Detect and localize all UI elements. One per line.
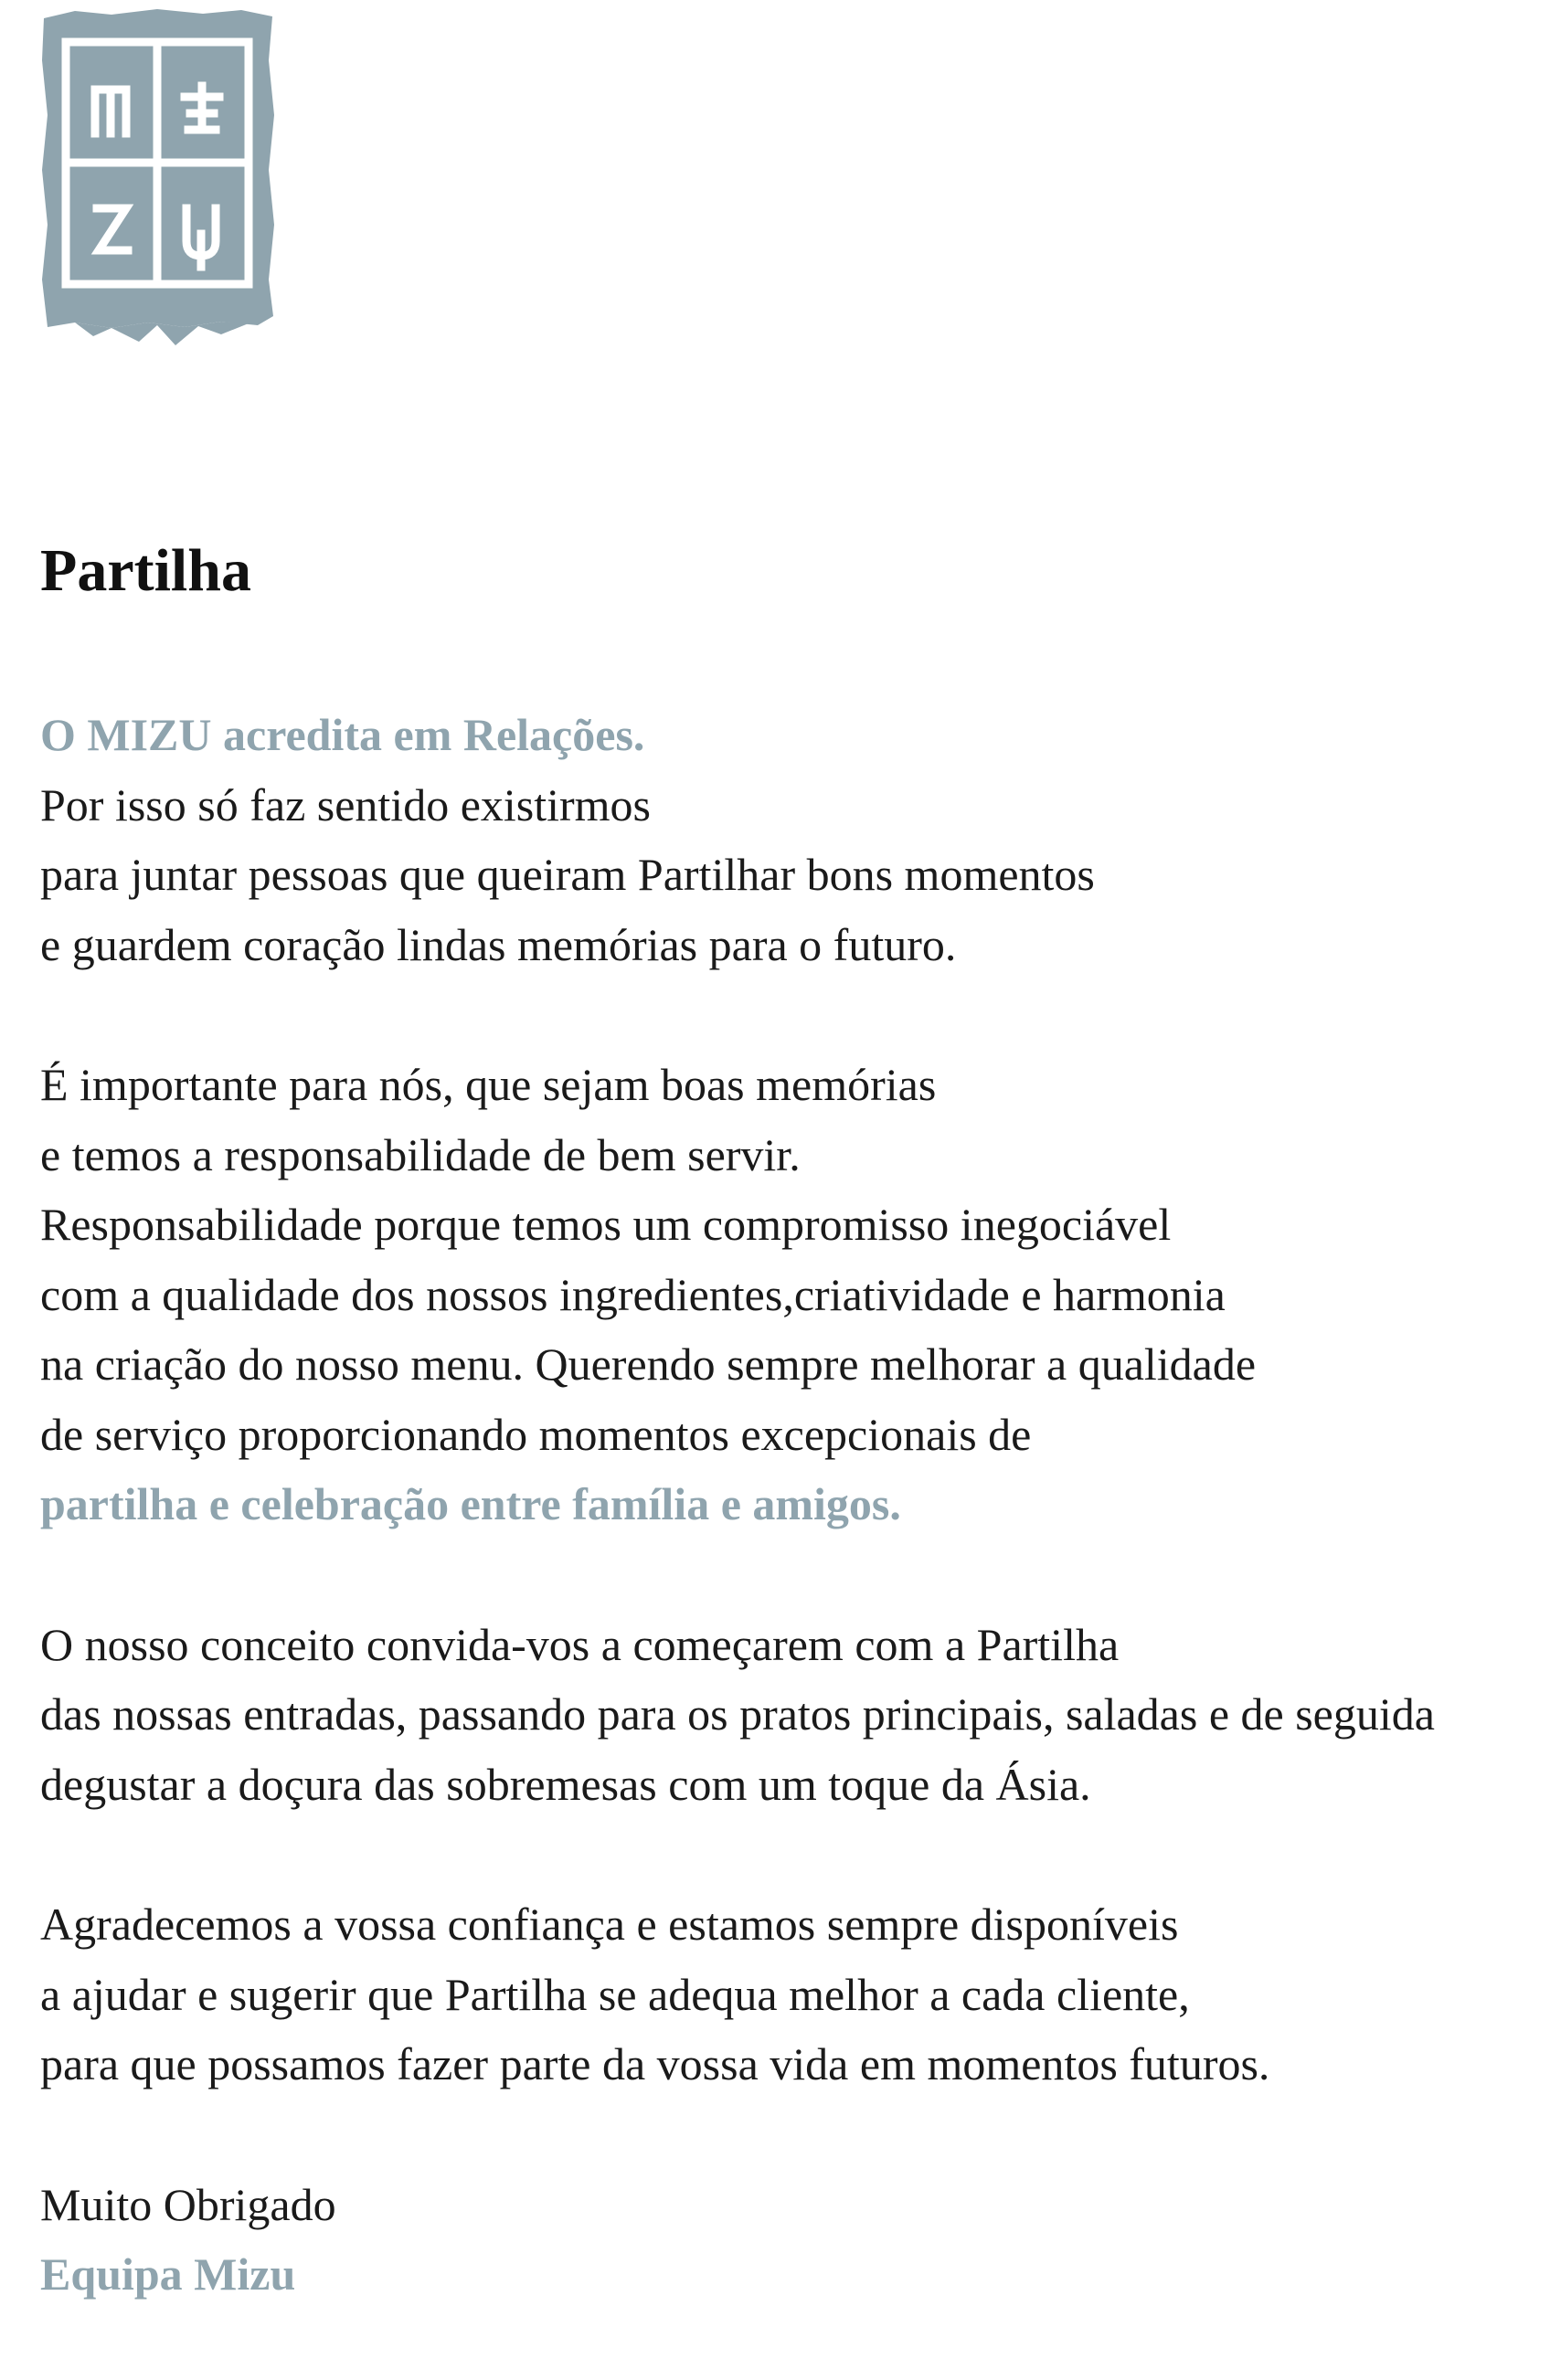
page-title: Partilha (40, 537, 251, 604)
text-line: O nosso conceito convida-vos a começarem com a Partilha (40, 1618, 1120, 1670)
text-line: para que possamos fazer parte da vossa vida em momentos futuros. (40, 2038, 1270, 2089)
paragraph (40, 700, 1521, 979)
text-line: Responsabilidade porque temos um compromisso inegociável (40, 1199, 1172, 1250)
text-line: a ajudar e sugerir que Partilha se adequa melhor a cada cliente, (40, 1968, 1190, 2020)
text-line: É importante para nós, que sejam boas memórias (40, 1059, 937, 1110)
paragraph (40, 1889, 1521, 2100)
text-line: de serviço proporcionando momentos excepcionais de (40, 1408, 1032, 1460)
text-line: para juntar pessoas que queiram Partilhar bons momentos (40, 849, 1095, 900)
text-line: Agradecemos a vossa confiança e estamos sempre disponíveis (40, 1899, 1179, 1950)
text-line: e guardem coração lindas memórias para o futuro. (40, 918, 957, 970)
highlighted-line: partilha e celebração entre família e amigos. (40, 1478, 901, 1529)
text-line: com a qualidade dos nossos ingredientes,criatividade e harmonia (40, 1268, 1226, 1320)
highlighted-line: O MIZU acredita em Relações. (40, 709, 645, 760)
highlighted-line: Equipa Mizu (40, 2248, 296, 2300)
letter-body (40, 700, 1521, 2310)
letter-content (40, 537, 1521, 2380)
text-line: Muito Obrigado (40, 2178, 336, 2230)
text-line: na criação do nosso menu. Querendo sempre melhorar a qualidade (40, 1338, 1257, 1390)
text-line: e temos a responsabilidade de bem servir. (40, 1128, 801, 1180)
mizu-logo (38, 5, 278, 351)
text-line: das nossas entradas, passando para os pratos principais, saladas e de seguida (40, 1688, 1435, 1740)
paragraph (40, 1050, 1521, 1539)
text-line: degustar a doçura das sobremesas com um toque da Ásia. (40, 1758, 1091, 1810)
paragraph (40, 1610, 1521, 1820)
text-line: Por isso só faz sentido existirmos (40, 778, 652, 830)
paragraph (40, 2170, 1521, 2310)
